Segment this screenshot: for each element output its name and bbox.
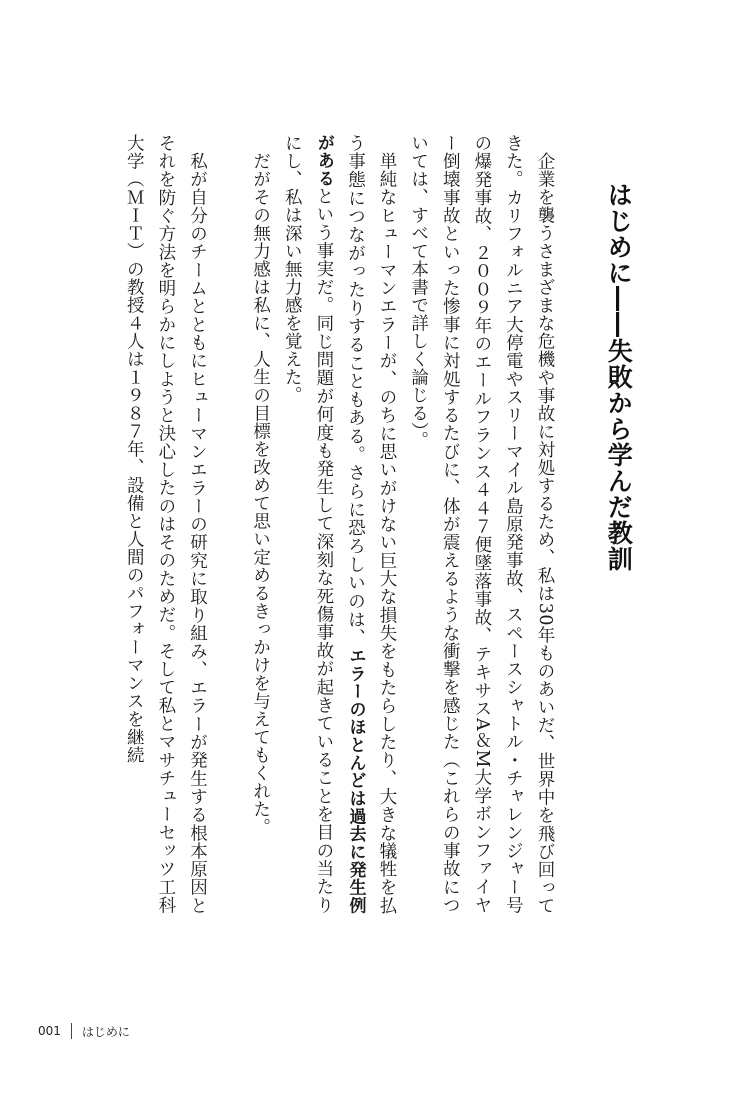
paragraph-1: 企業を襲うさまざまな危機や事故に対処するため、私は30年ものあいだ、世界中を飛び回ってきた。カリフォルニア大停電やスリーマイル島原発事故、スペースシャトル・チャレンジャー号の爆発事故、２００９年のエールフランス４４７便墜落事故、テキサスA＆M大学ボンファイヤー倒壊事故といった惨事に対処するたびに、体が震えるような衝撃を感じた（これらの事故については、すべて本書で詳しく論じる）。 [408, 134, 555, 914]
running-head: はじめに [81, 1024, 130, 1039]
chapter-title: はじめに――失敗から学んだ教訓 [604, 182, 634, 572]
paragraph-2-emphasis: エラーのほとんどは過去に発生例がある [313, 134, 366, 915]
paragraph-2 [276, 134, 402, 914]
paragraph-2-part-2: という事実だ。同じ問題が何度も発生して深刻な死傷事故が起きていることを目の当たりにし、私は深い無力感を覚えた。 [282, 134, 334, 915]
paragraph-4: 私が自分のチームとともにヒューマンエラーの研究に取り組み、エラーが発生する根本原因とそれを防ぐ方法を明らかにしようと決心したのはそのためだ。そして私とマサチューセッツ工科大学（ＭＩＴ）の教授４人は１９８７年、設備と人間のパフォーマンスを継続 [124, 134, 208, 914]
body-text [86, 134, 560, 914]
page-footer [38, 1021, 130, 1041]
paragraph-3: だがその無力感は私に、人生の目標を改めて思い定めるきっかけを与えてもくれた。 [250, 151, 271, 836]
footer-divider [71, 1023, 72, 1039]
page-number: 001 [38, 1024, 61, 1038]
paragraph-2-part-1: 単純なヒューマンエラーが、のちに思いがけない巨大な損失をもたらしたり、大きな犠牲を払う事態につながったりすることもある。さらに恐ろしいのは、 [345, 134, 398, 914]
